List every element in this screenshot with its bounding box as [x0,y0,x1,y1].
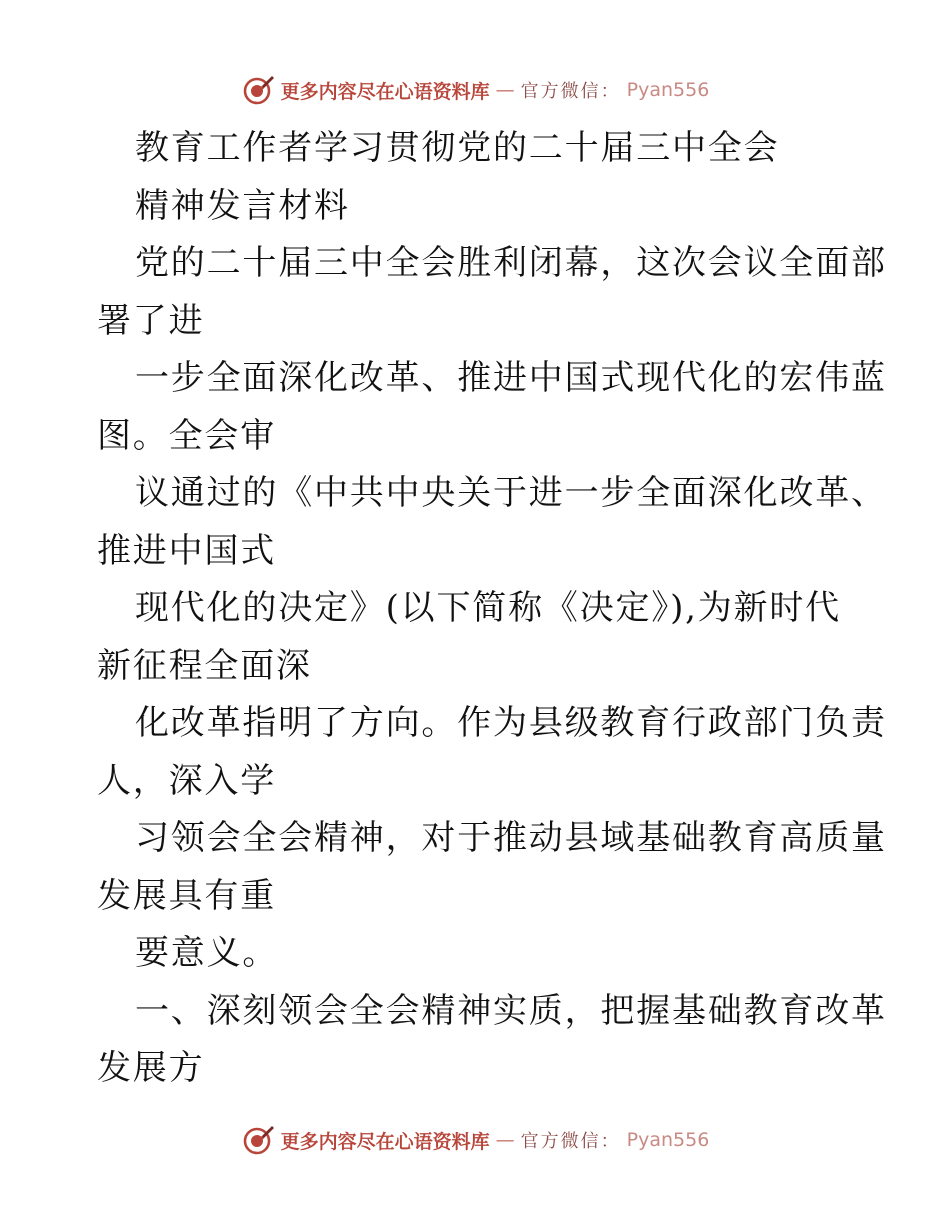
text-line: 发展方 [97,1048,205,1088]
text-line: 署了进 [97,300,205,341]
header-watermark [0,70,950,110]
watermark-wechat-id: Pyan556 [626,79,710,101]
text-line: 人，深入学 [97,760,276,801]
text-line: 新征程全面深 [97,645,312,686]
text-line: 要意义。 [135,933,279,973]
footer-watermark [0,1120,950,1160]
brush-logo-icon [241,1123,275,1157]
text-line: 一步全面深化改革、推进中国式现代化的宏伟蓝 [135,358,887,398]
watermark-wechat-label: 官方微信： [520,1131,621,1152]
text-line: 化改革指明了方向。作为县级教育行政部门负责 [135,703,887,743]
watermark-separator: — [495,1129,515,1151]
watermark-separator: — [495,79,515,101]
text-line: 图。全会审 [97,415,276,456]
text-line: 发展具有重 [97,875,276,916]
text-line: 党的二十届三中全会胜利闭幕，这次会议全面部 [135,243,887,283]
text-line: 习领会全会精神，对于推动县域基础教育高质量 [135,818,887,858]
text-line: 推进中国式 [97,530,276,571]
brush-logo-icon [241,73,275,107]
watermark-brand-text: 更多内容尽在心语资料库 [280,1130,490,1153]
watermark-wechat-id: Pyan556 [626,1129,710,1151]
watermark-wechat-label: 官方微信： [520,81,621,102]
watermark-brand-text: 更多内容尽在心语资料库 [280,80,490,103]
text-line: 议通过的《中共中央关于进一步全面深化改革、 [135,473,887,513]
text-line: 一、深刻领会全会精神实质，把握基础教育改革 [135,990,887,1031]
text-line: 教育工作者学习贯彻党的二十届三中全会 [135,128,780,168]
document-body [97,120,887,1098]
text-line: 精神发言材料 [135,185,350,226]
text-line: 现代化的决定》(以下简称《决定》),为新时代 [135,588,841,628]
